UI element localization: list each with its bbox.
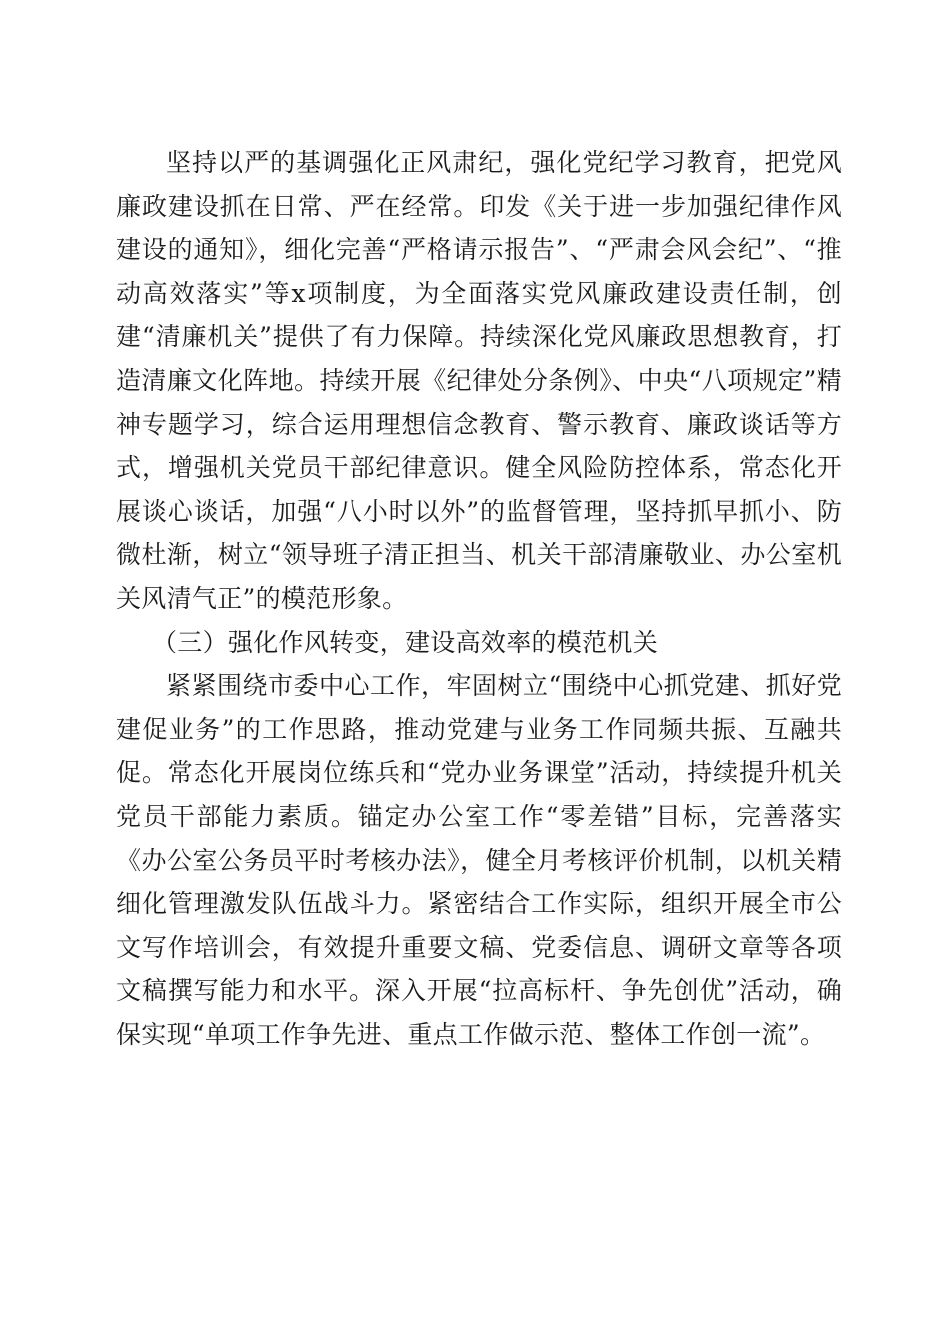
paragraph-discipline: 坚持以严的基调强化正风肃纪，强化党纪学习教育，把党风廉政建设抓在日常、严在经常。印发《关于进一步加强纪律作风建设的通知》，细化完善“严格请示报告”、“严肃会风会纪”、“推动高效落实”等x项制度，为全面落实党风廉政建设责任制，创建“清廉机关”提供了有力保障。持续深化党风廉政思想教育，打造清廉文化阵地。持续开展《纪律处分条例》、中央“八项规定”精神专题学习，综合运用理想信念教育、警示教育、廉政谈话等方式，增强机关党员干部纪律意识。健全风险防控体系，常态化开展谈心谈话，加强“八小时以外”的监督管理，坚持抓早抓小、防微杜渐，树立“领导班子清正担当、机关干部清廉敬业、办公室机关风清气正”的模范形象。	[116, 148, 842, 613]
document-body	[116, 141, 842, 1056]
paragraph-efficiency: 紧紧围绕市委中心工作，牢固树立“围绕中心抓党建、抓好党建促业务”的工作思路，推动党建与业务工作同频共振、互融共促。常态化开展岗位练兵和“党办业务课堂”活动，持续提升机关党员干部能力素质。锚定办公室工作“零差错”目标，完善落实《办公室公务员平时考核办法》，健全月考核评价机制，以机关精细化管理激发队伍战斗力。紧密结合工作实际，组织开展全市公文写作培训会，有效提升重要文稿、党委信息、调研文章等各项文稿撰写能力和水平。深入开展“拉高标杆、争先创优”活动，确保实现“单项工作争先进、重点工作做示范、整体工作创一流”。	[116, 671, 842, 1049]
section-heading: （三）强化作风转变，建设高效率的模范机关	[152, 627, 659, 657]
